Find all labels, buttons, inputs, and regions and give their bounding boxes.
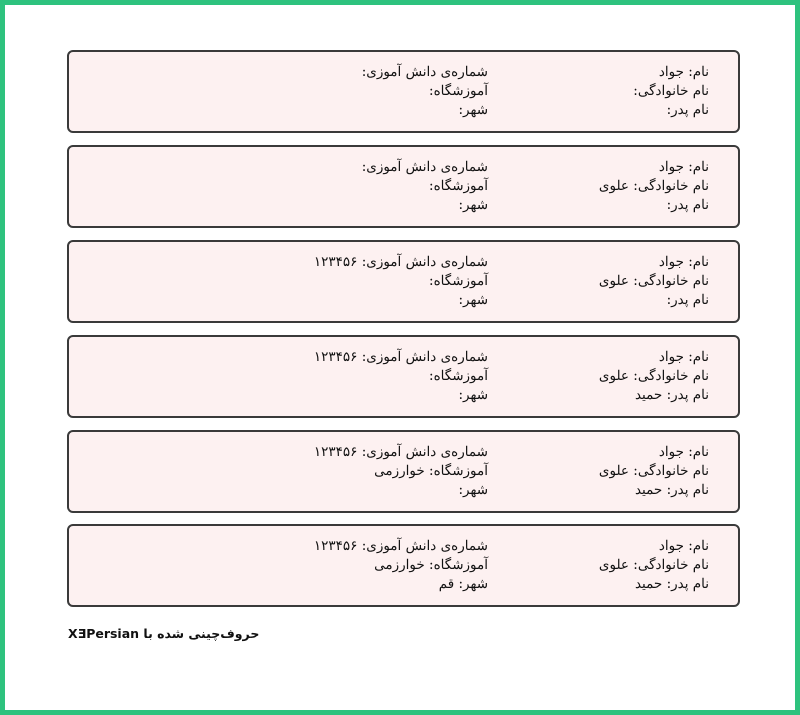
field-label: آموزشگاه: bbox=[429, 368, 488, 384]
student-card bbox=[67, 335, 740, 418]
field-name bbox=[599, 253, 709, 272]
field-value: جواد bbox=[658, 349, 684, 365]
field-name bbox=[599, 443, 709, 462]
field-student-no bbox=[314, 348, 488, 367]
field-value: علوی bbox=[598, 178, 629, 194]
field-value: علوی bbox=[598, 273, 629, 289]
field-father bbox=[599, 575, 709, 594]
field-label: شماره‌ی دانش آموزی: bbox=[361, 349, 488, 365]
field-label: نام خانوادگی: bbox=[633, 178, 709, 194]
field-family bbox=[599, 367, 709, 386]
field-value: علوی bbox=[598, 557, 629, 573]
field-student-no bbox=[362, 63, 488, 82]
personal-info-column bbox=[599, 158, 709, 215]
school-info-column bbox=[314, 348, 488, 405]
school-info-column bbox=[362, 63, 488, 120]
field-label: شهر: bbox=[458, 102, 488, 118]
field-value: جواد bbox=[658, 64, 684, 80]
field-city bbox=[314, 291, 488, 310]
field-label: نام: bbox=[688, 254, 709, 270]
field-label: آموزشگاه: bbox=[429, 178, 488, 194]
field-value: جواد bbox=[658, 538, 684, 554]
field-label: نام: bbox=[688, 64, 709, 80]
field-label: آموزشگاه: bbox=[429, 463, 488, 479]
field-label: نام خانوادگی: bbox=[633, 463, 709, 479]
logo-x: X bbox=[68, 626, 78, 641]
field-label: نام پدر: bbox=[666, 102, 709, 118]
field-school bbox=[362, 82, 488, 101]
field-value: خوارزمی bbox=[374, 557, 425, 573]
field-label: نام: bbox=[688, 349, 709, 365]
field-student-no bbox=[362, 158, 488, 177]
field-family bbox=[599, 272, 709, 291]
field-father bbox=[599, 196, 709, 215]
field-label: نام خانوادگی: bbox=[633, 273, 709, 289]
field-label: نام خانوادگی: bbox=[633, 368, 709, 384]
field-label: شهر: bbox=[458, 482, 488, 498]
field-name bbox=[599, 158, 709, 177]
field-value: جواد bbox=[658, 444, 684, 460]
field-city bbox=[314, 481, 488, 500]
logo-e: E bbox=[77, 626, 87, 641]
field-value: ۱۲۳۴۵۶ bbox=[313, 254, 358, 270]
student-card bbox=[67, 50, 740, 133]
field-student-no bbox=[314, 537, 488, 556]
field-value: ۱۲۳۴۵۶ bbox=[313, 349, 358, 365]
field-value: حمید bbox=[634, 576, 663, 592]
field-label: نام پدر: bbox=[666, 482, 709, 498]
field-label: آموزشگاه: bbox=[429, 557, 488, 573]
field-value: ۱۲۳۴۵۶ bbox=[313, 444, 358, 460]
field-label: نام پدر: bbox=[666, 292, 709, 308]
personal-info-column bbox=[633, 63, 709, 120]
field-city bbox=[314, 386, 488, 405]
field-label: نام پدر: bbox=[666, 576, 709, 592]
school-info-column bbox=[314, 537, 488, 594]
field-label: شهر: bbox=[458, 292, 488, 308]
field-father bbox=[599, 291, 709, 310]
student-card bbox=[67, 524, 740, 607]
logo-word: Persian bbox=[86, 626, 140, 641]
field-family bbox=[599, 177, 709, 196]
footer-text: حروف‌چینی شده با bbox=[143, 626, 260, 641]
field-value: ۱۲۳۴۵۶ bbox=[313, 538, 358, 554]
field-city bbox=[362, 101, 488, 120]
field-student-no bbox=[314, 253, 488, 272]
personal-info-column bbox=[599, 348, 709, 405]
personal-info-column bbox=[599, 253, 709, 310]
personal-info-column bbox=[599, 537, 709, 594]
school-info-column bbox=[362, 158, 488, 215]
field-father bbox=[633, 101, 709, 120]
field-value: حمید bbox=[634, 387, 663, 403]
field-student-no bbox=[314, 443, 488, 462]
field-name bbox=[599, 348, 709, 367]
field-label: نام پدر: bbox=[666, 197, 709, 213]
school-info-column bbox=[314, 253, 488, 310]
field-label: شماره‌ی دانش آموزی: bbox=[361, 159, 488, 175]
field-school bbox=[314, 367, 488, 386]
field-family bbox=[599, 556, 709, 575]
field-label: نام پدر: bbox=[666, 387, 709, 403]
field-city bbox=[362, 196, 488, 215]
field-label: شماره‌ی دانش آموزی: bbox=[361, 444, 488, 460]
student-card bbox=[67, 430, 740, 513]
field-label: آموزشگاه: bbox=[429, 273, 488, 289]
field-label: شهر: bbox=[458, 387, 488, 403]
field-label: نام خانوادگی: bbox=[633, 557, 709, 573]
field-label: شهر: bbox=[458, 576, 488, 592]
field-value: خوارزمی bbox=[374, 463, 425, 479]
field-value: جواد bbox=[658, 159, 684, 175]
field-value: علوی bbox=[598, 463, 629, 479]
field-father bbox=[599, 481, 709, 500]
field-school bbox=[314, 272, 488, 291]
field-label: نام خانوادگی: bbox=[633, 83, 709, 99]
field-school bbox=[314, 462, 488, 481]
field-label: شماره‌ی دانش آموزی: bbox=[361, 254, 488, 270]
school-info-column bbox=[314, 443, 488, 500]
field-label: شهر: bbox=[458, 197, 488, 213]
field-city bbox=[314, 575, 488, 594]
student-card bbox=[67, 240, 740, 323]
field-value: علوی bbox=[598, 368, 629, 384]
field-family bbox=[599, 462, 709, 481]
field-school bbox=[362, 177, 488, 196]
field-label: نام: bbox=[688, 538, 709, 554]
student-card bbox=[67, 145, 740, 228]
field-label: شماره‌ی دانش آموزی: bbox=[361, 538, 488, 554]
field-label: نام: bbox=[688, 444, 709, 460]
field-father bbox=[599, 386, 709, 405]
personal-info-column bbox=[599, 443, 709, 500]
field-family bbox=[633, 82, 709, 101]
field-name bbox=[599, 537, 709, 556]
field-school bbox=[314, 556, 488, 575]
field-label: آموزشگاه: bbox=[429, 83, 488, 99]
field-value: جواد bbox=[658, 254, 684, 270]
xepersian-logo bbox=[68, 626, 139, 641]
field-value: قم bbox=[438, 576, 455, 592]
field-name bbox=[633, 63, 709, 82]
field-label: شماره‌ی دانش آموزی: bbox=[361, 64, 488, 80]
field-value: حمید bbox=[634, 482, 663, 498]
field-label: نام: bbox=[688, 159, 709, 175]
typeset-footer bbox=[68, 626, 259, 641]
